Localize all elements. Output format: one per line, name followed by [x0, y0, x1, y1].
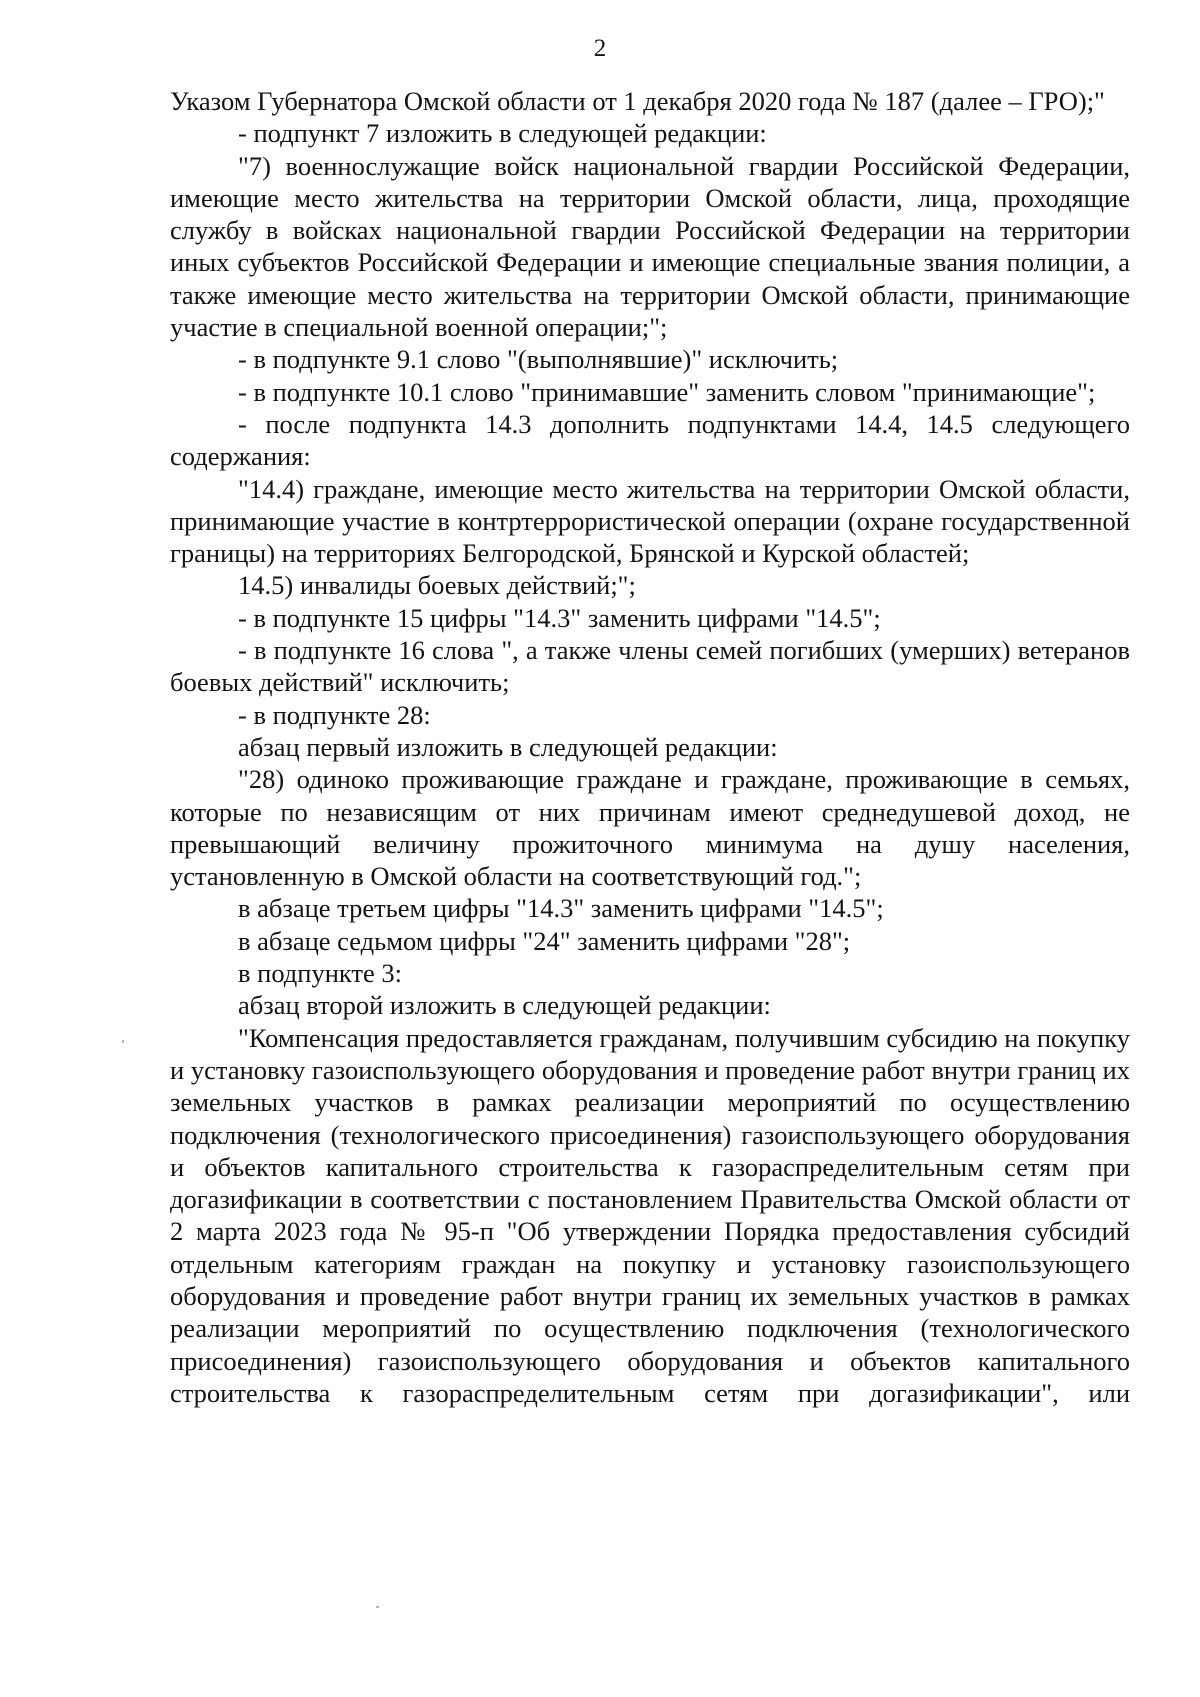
- paragraph-first-abzac: абзац первый изложить в следующей редакции:: [238, 731, 778, 762]
- paragraph-subitem-14-5: 14.5) инвалиды боевых действий;";: [238, 570, 636, 601]
- document-body: [170, 85, 1130, 1409]
- paragraph-subitem-7-intro: - подпункт 7 изложить в следующей редакции:: [238, 118, 767, 149]
- paragraph-gro-reference: Указом Губернатора Омской области от 1 декабря 2020 года № 187 (далее – ГРО);": [170, 86, 1105, 116]
- paragraph-subitem-3-intro: в подпункте 3:: [238, 958, 403, 989]
- paragraph-third-abzac: в абзаце третьем цифры "14.3" заменить цифрами "14.5";: [238, 893, 884, 924]
- paragraph-subitem-15: - в подпункте 15 цифры "14.3" заменить цифрами "14.5";: [238, 602, 881, 633]
- paragraph-subitem-28-text: "28) одиноко проживающие граждане и граждане, проживающие в семьях, которые по независящим от них причинам имеют среднедушевой доход, не превышающий величину прожиточного минимума на душу населения, установленную в Омской области на соответствующий год.";: [170, 764, 1130, 892]
- paragraph-compensation-text: "Компенсация предоставляется гражданам, получившим субсидию на покупку и установку газоиспользующего оборудования и проведение работ внутри границ их земельных участков в рамках реализации мероприятий по осуществлению подключения (технологического присоединения) газоиспользующего оборудования и объектов капитального строительства к газораспределительным сетям при догазификации в соответствии с постановлением Правительства Омской области от 2 марта 2023 года № 95-п "Об утверждении Порядка предоставления субсидий отдельным категориям граждан на покупку и установку газоиспользующего оборудования и проведение работ внутри границ их земельных участков в рамках реализации мероприятий по осуществлению подключения (технологического присоединения) газоиспользующего оборудования и объектов капитального строительства к газораспределительным сетям при догазификации", или: [170, 1022, 1130, 1408]
- paragraph-seventh-abzac: в абзаце седьмом цифры "24" заменить цифрами "28";: [238, 925, 851, 956]
- paragraph-subitem-9-1: - в подпункте 9.1 слово "(выполнявшие)" исключить;: [238, 344, 839, 375]
- paragraph-subitem-28-intro: - в подпункте 28:: [238, 699, 431, 730]
- paragraph-subitem-10-1: - в подпункте 10.1 слово "принимавшие" заменить словом "принимающие";: [238, 376, 1096, 407]
- paragraph-subitem-14-3-addition: - после подпункта 14.3 дополнить подпунктами 14.4, 14.5 следующего содержания:: [170, 408, 1130, 472]
- scan-speck: [122, 1040, 124, 1043]
- page-number: 2: [593, 35, 607, 62]
- paragraph-subitem-16: - в подпункте 16 слова ", а также члены семей погибших (умерших) ветеранов боевых действий" исключить;: [170, 635, 1130, 698]
- paragraph-second-abzac: абзац второй изложить в следующей редакции:: [238, 990, 771, 1021]
- paragraph-subitem-14-4: "14.4) граждане, имеющие место жительства на территории Омской области, принимающие участие в контртеррористической операции (охране государственной границы) на территориях Белгородской, Брянской и Курской областей;: [170, 473, 1130, 569]
- paragraph-subitem-7-text: "7) военнослужащие войск национальной гвардии Российской Федерации, имеющие место жительства на территории Омской области, лица, проходящие службу в войсках национальной гвардии Российской Федерации на территории иных субъектов Российской Федерации и имеющие специальные звания полиции, а также имеющие место жительства на территории Омской области, принимающие участие в специальной военной операции;";: [170, 150, 1130, 343]
- scan-speck: [376, 1606, 379, 1608]
